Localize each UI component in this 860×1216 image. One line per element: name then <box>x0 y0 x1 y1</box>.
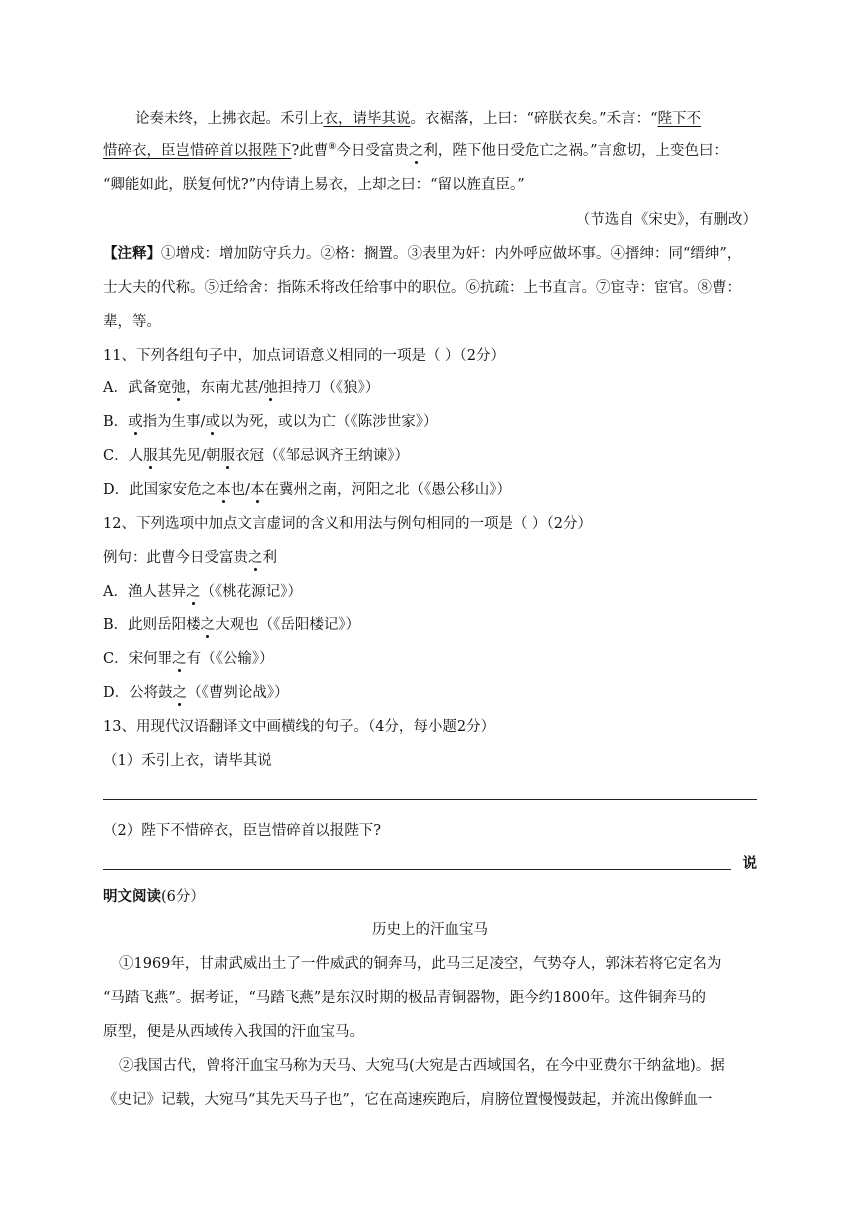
dotted-word: 之 <box>200 617 216 633</box>
underlined-sentence-1: 衣，请毕其说 <box>323 111 411 127</box>
dotted-word: 之 <box>172 685 188 701</box>
question-12-example <box>103 548 757 568</box>
reading-heading <box>103 887 757 907</box>
text-run: 其先见/朝 <box>157 448 221 464</box>
dotted-word: 之 <box>408 143 424 159</box>
dotted-word: 之 <box>172 651 187 667</box>
answer-line-2[interactable] <box>103 869 731 870</box>
article-p1-line-3: 原型，便是从西域传入我国的汗血宝马。 <box>103 1024 364 1040</box>
passage-line-3: “卿能如此，朕复何忧?”内侍请上易衣，上却之曰：“留以旌直臣。” <box>103 177 525 193</box>
text-run: 今日受富贵 <box>336 143 409 159</box>
passage-source: （节选自《宋史》，有删改） <box>575 212 757 228</box>
dotted-word: 弛 <box>171 380 186 396</box>
text-run: C．宋何罪 <box>103 651 173 667</box>
text-run: 论奏未终，上拂衣起。禾引上 <box>135 111 324 127</box>
question-11-option-a <box>103 378 757 398</box>
dotted-word: 服 <box>143 448 158 464</box>
text-run: 在冀州之南，河阳之北（《愚公移山》） <box>264 482 512 498</box>
notes-line-3: 辈，等。 <box>103 314 161 330</box>
dotted-word: 之 <box>248 550 263 566</box>
question-13-sentence-1: （1）禾引上衣，请毕其说 <box>103 753 272 769</box>
dotted-word: 服 <box>220 448 235 464</box>
question-13-sentence-2: （2）陛下不惜碎衣，臣岂惜碎首以报陛下? <box>103 823 381 839</box>
question-13-stem: 13、用现代汉语翻译文中画横线的句子。（4分，每小题2分） <box>103 719 496 735</box>
question-12-option-a <box>103 582 757 602</box>
text-run: 指为生事/ <box>142 414 206 430</box>
question-12-stem: 12、下列选项中加点文言虚词的含义和用法与例句相同的一项是（ ）（2分） <box>103 516 593 532</box>
passage-line-2 <box>103 141 757 161</box>
text-run: （《曹刿论战》） <box>187 685 289 701</box>
footnote-marker: ⑧ <box>328 142 337 153</box>
question-12-option-b <box>103 615 757 635</box>
text-run: A．渔人甚异 <box>103 584 186 600</box>
text-run: A．武备宽 <box>103 380 172 396</box>
text-run: （《桃花源记》） <box>200 584 302 600</box>
underlined-sentence-2: 陛下不 <box>657 111 701 127</box>
reading-heading-text: 明文阅读 <box>103 889 161 905</box>
text-run: B．此则岳阳楼 <box>103 617 201 633</box>
text-run: 大观也（《岳阳楼记》） <box>215 617 361 633</box>
answer-line-1[interactable] <box>103 799 757 800</box>
passage-line-1 <box>135 109 757 129</box>
question-11-option-b <box>103 412 757 432</box>
text-run: ，东南尤甚/ <box>185 380 264 396</box>
text-run: 以为死，或以为亡（《陈涉世家》） <box>220 414 438 430</box>
article-p2-line-1: ②我国古代，曾将汗血宝马称为天马、大宛马(大宛是古西域国名，在今中亚费尔干纳盆地)。据 <box>119 1058 725 1074</box>
answer-line-end-label: 说 <box>742 856 757 872</box>
text-run: 也/ <box>230 482 251 498</box>
text-run: 衣冠（《邹忌讽齐王纳谏》） <box>235 448 409 464</box>
notes-label: 【注释】 <box>103 246 161 262</box>
text-run: ?此曹 <box>291 143 329 159</box>
dotted-word: 之 <box>185 584 201 600</box>
notes-line-2: 士大夫的代称。⑤迁给舍：指陈禾将改任给事中的职位。⑥抗疏：上书直言。⑦宦寺：宦官。⑧曹： <box>103 280 741 296</box>
text-run: 。衣裾落，上曰：“碎朕衣矣。”禾言：“ <box>410 111 658 127</box>
text-run: 例句：此曹今日受富贵 <box>103 550 248 566</box>
dotted-word: 或 <box>128 414 143 430</box>
text-run: D．此国家安危之 <box>103 482 217 498</box>
dotted-word: 或 <box>205 414 221 430</box>
text-run: D．公将鼓 <box>103 685 173 701</box>
text-run: B． <box>103 414 129 430</box>
article-p2-line-2: 《史记》记载，大宛马“其先天马子也”，它在高速疾跑后，肩膀位置慢慢鼓起，并流出像鲜血一 <box>103 1092 713 1108</box>
question-12-option-d <box>103 683 757 703</box>
dotted-word: 本 <box>250 482 265 498</box>
article-p1-line-2: “马踏飞燕”。据考证，“马踏飞燕”是东汉时期的极品青铜器物，距今约1800年。这件铜奔马的 <box>103 990 707 1006</box>
text-run: C．人 <box>103 448 144 464</box>
dotted-word: 本 <box>216 482 231 498</box>
underlined-sentence-2: 惜碎衣，臣岂惜碎首以报陛下 <box>103 143 292 159</box>
question-11-option-d <box>103 480 757 500</box>
notes-text: ①增戍：增加防守兵力。②格：搁置。③表里为奸：内外呼应做坏事。④搢绅：同“缙绅”， <box>161 246 742 262</box>
dotted-word: 弛 <box>263 380 278 396</box>
notes-line-1 <box>103 244 757 264</box>
article-title: 历史上的汗血宝马 <box>372 922 488 938</box>
question-11-option-c <box>103 446 757 466</box>
reading-score: (6分） <box>161 889 205 905</box>
text-run: 利，陛下他日受危亡之祸。”言愈切，上变色曰： <box>423 143 729 159</box>
text-run: 担持刀（《狼》） <box>277 380 380 396</box>
article-p1-line-1: ①1969年，甘肃武威出土了一件威武的铜奔马，此马三足凌空，气势夺人，郭沫若将它定名为 <box>119 956 722 972</box>
text-run: 有（《公输》） <box>186 651 274 667</box>
question-12-option-c <box>103 649 757 669</box>
text-run: 利 <box>262 550 277 566</box>
question-11-stem: 11、下列各组句子中，加点词语意义相同的一项是（ ）（2分） <box>103 348 506 364</box>
